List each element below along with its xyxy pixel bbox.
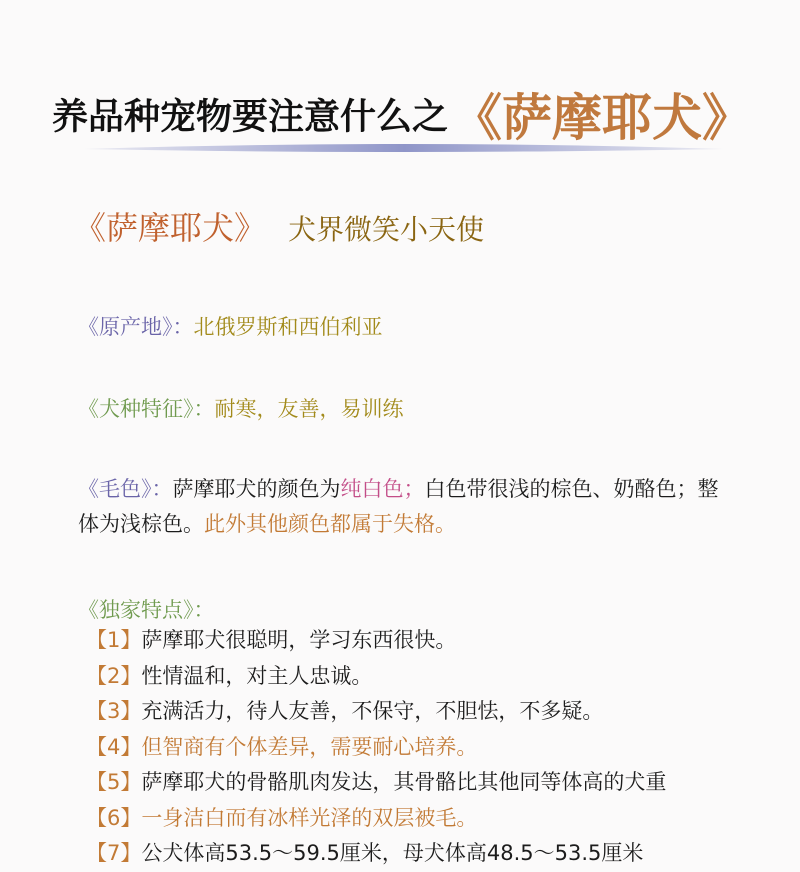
traits-label: 《犬种特征》：	[78, 397, 215, 421]
list-item	[86, 765, 666, 801]
features-list	[86, 623, 666, 872]
origin-line	[78, 311, 383, 341]
item-text: 充满活力，待人友善，不保守，不胆怯，不多疑。	[141, 699, 604, 723]
title-main: 养品种宠物要注意什么之	[52, 96, 449, 138]
coat-label: 《毛色》：	[78, 477, 173, 501]
list-item	[86, 730, 666, 766]
item-text: 萨摩耶犬很聪明，学习东西很快。	[141, 628, 457, 652]
list-item	[86, 801, 666, 837]
origin-label: 《原产地》：	[78, 315, 194, 339]
features-label: 《独家特点》：	[78, 598, 215, 622]
title-breed: 《萨摩耶犬》	[452, 89, 753, 147]
item-number: 【3】	[86, 699, 142, 723]
item-number: 【2】	[86, 663, 142, 688]
item-number: 【6】	[86, 805, 142, 830]
item-number: 【5】	[86, 770, 142, 794]
traits-line	[78, 393, 404, 423]
item-text: 萨摩耶犬的骨骼肌肉发达，其骨骼比其他同等体高的犬重	[141, 770, 667, 794]
features-heading	[78, 594, 215, 624]
subtitle-tagline: 犬界微笑小天使	[288, 213, 485, 246]
coat-highlight-1: 纯白色；	[340, 477, 425, 501]
traits-value: 耐寒，友善，易训练	[214, 397, 404, 421]
title-underline	[84, 141, 724, 155]
list-item	[86, 623, 666, 659]
item-text: 性情温和，对主人忠诚。	[141, 663, 373, 688]
item-number: 【7】	[86, 841, 142, 865]
coat-highlight-2: 此外其他颜色都属于失格。	[204, 512, 456, 536]
coat-text-2: 白色带很浅的棕色、奶酪色；整体为浅棕色。	[78, 477, 719, 536]
item-text: 公犬体高53.5～59.5厘米，母犬体高48.5～53.5厘米	[141, 841, 644, 865]
coat-paragraph	[78, 472, 738, 542]
list-item	[86, 659, 666, 695]
origin-value: 北俄罗斯和西伯利亚	[193, 315, 383, 339]
page-title	[52, 78, 752, 150]
item-number: 【4】	[86, 734, 142, 759]
subtitle	[74, 203, 484, 249]
coat-text-1: 萨摩耶犬的颜色为	[172, 477, 341, 501]
item-text: 一身洁白而有冰样光泽的双层被毛。	[141, 805, 478, 830]
list-item	[86, 836, 666, 872]
item-text: 但智商有个体差异，需要耐心培养。	[141, 734, 478, 759]
subtitle-breed: 《萨摩耶犬》	[74, 209, 267, 247]
list-item	[86, 694, 666, 730]
item-number: 【1】	[86, 628, 142, 652]
